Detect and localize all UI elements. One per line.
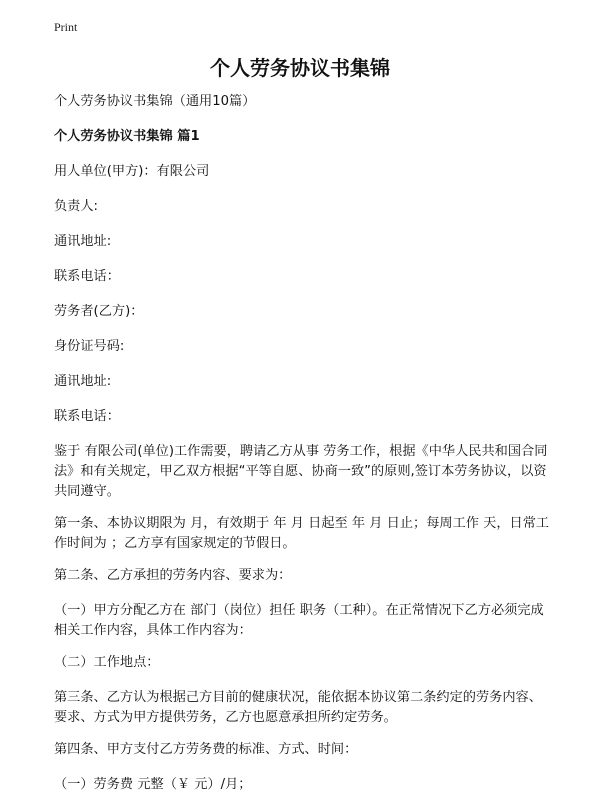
article-4: 第四条、甲方支付乙方劳务费的标准、方式、时间： xyxy=(54,742,358,757)
address-field-worker: 通讯地址: xyxy=(54,374,112,389)
article-2-item-1: （一）甲方分配乙方在 部门（岗位）担任 职务（工种）。在正常情况下乙方必须完成相关工作内容，具体工作内容为： xyxy=(54,603,544,638)
section-heading: 个人劳务协议书集锦 篇1 xyxy=(54,129,200,144)
document-body xyxy=(54,92,554,810)
address-field-employer: 通讯地址: xyxy=(54,234,112,249)
article-4-item-1: （一）劳务费 元整（￥ 元）/月； xyxy=(54,777,252,792)
worker-field: 劳务者(乙方)： xyxy=(54,304,144,319)
print-label: Print xyxy=(54,20,78,34)
phone-field-employer: 联系电话： xyxy=(54,269,120,284)
employer-field: 用人单位(甲方)：有限公司 xyxy=(54,164,210,179)
article-1: 第一条、本协议期限为 月，有效期于 年 月 日起至 年 月 日止；每周工作 天，日常工作时间为 ；乙方享有国家规定的节假日。 xyxy=(54,516,550,551)
document-title: 个人劳务协议书集锦 xyxy=(210,56,390,80)
intro-paragraph: 鉴于 有限公司(单位)工作需要，聘请乙方从事 劳务工作，根据《中华人民共和国合同法》和有关规定，甲乙双方根据“平等自愿、协商一致”的原则,签订本劳务协议，以资共同遵守。 xyxy=(54,444,548,499)
document-subtitle: 个人劳务协议书集锦（通用10篇） xyxy=(54,94,256,109)
article-2: 第二条、乙方承担的劳务内容、要求为： xyxy=(54,568,292,583)
article-2-item-2: （二）工作地点： xyxy=(54,655,160,670)
phone-field-worker: 联系电话： xyxy=(54,409,120,424)
responsible-field: 负责人: xyxy=(54,199,99,214)
id-number-field: 身份证号码: xyxy=(54,339,125,354)
article-3: 第三条、乙方认为根据己方目前的健康状况，能依据本协议第二条约定的劳务内容、要求、方式为甲方提供劳务，乙方也愿意承担所约定劳务。 xyxy=(54,690,542,725)
